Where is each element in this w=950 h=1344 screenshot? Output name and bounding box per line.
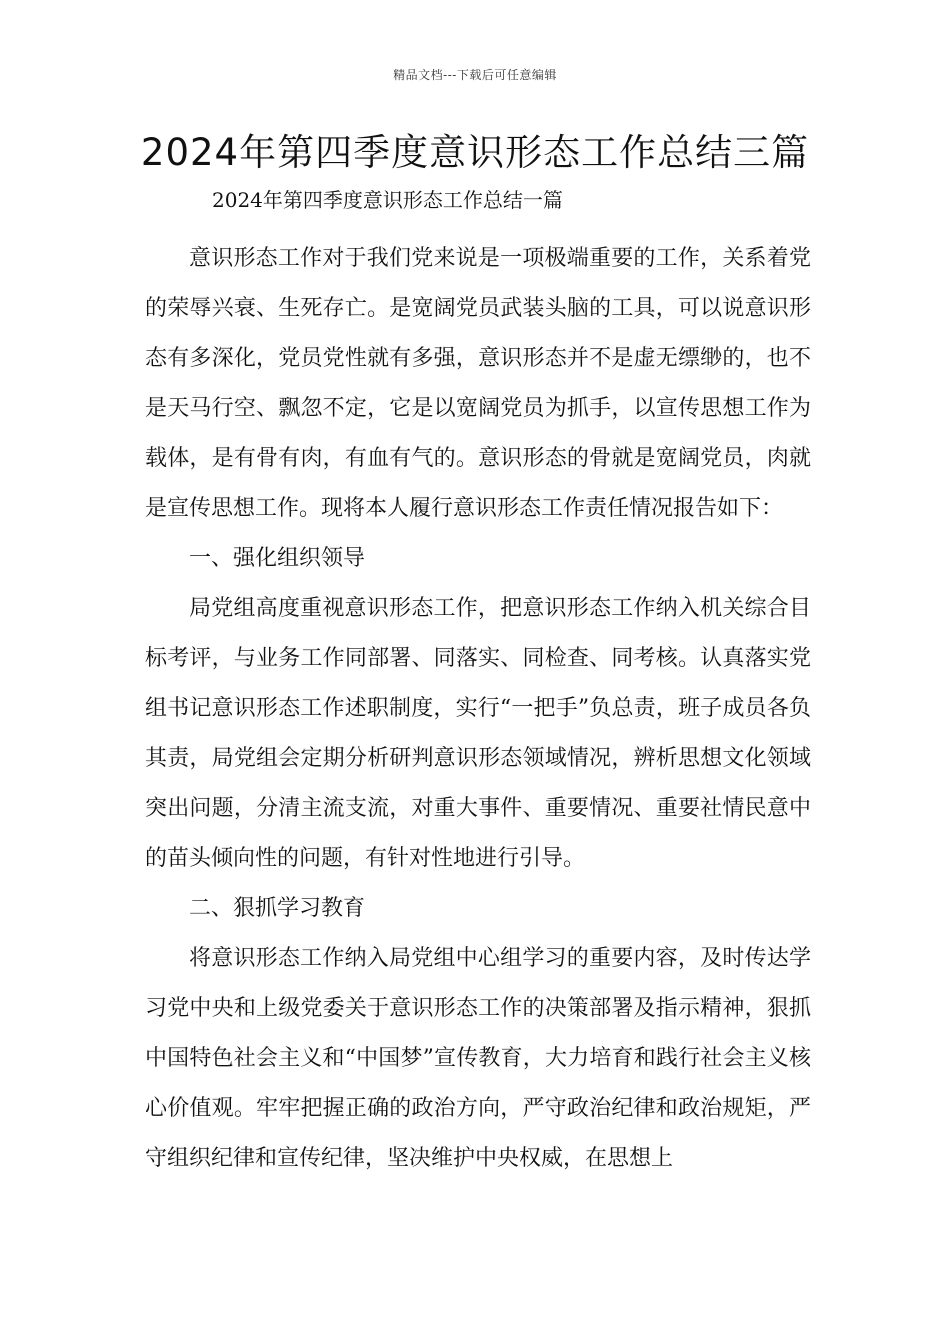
header-note: 精品文档---下载后可任意编辑 <box>393 68 557 82</box>
document-subtitle: 2024年第四季度意识形态工作总结一篇 <box>212 188 563 212</box>
section-heading-2: 二、狠抓学习教育 <box>189 896 366 921</box>
paragraph-intro: 意识形态工作对于我们党来说是一项极端重要的工作，关系着党的荣辱兴衰、生死存亡。是宽阔党员武装头脑的工具，可以说意识形态有多深化，党员党性就有多强，意识形态并不是虚无缥缈的，也不是天马行空、飘忽不定，它是以宽阔党员为抓手，以宣传思想工作为载体，是有骨有肉，有血有气的。意识形态的骨就是宽阔党员，肉就是宣传思想工作。现将本人履行意识形态工作责任情况报告如下： <box>145 246 811 521</box>
paragraph-section-2: 将意识形态工作纳入局党组中心组学习的重要内容，及时传达学习党中央和上级党委关于意识形态工作的决策部署及指示精神，狠抓中国特色社会主义和“中国梦”宣传教育，大力培育和践行社会主义核心价值观。牢牢把握正确的政治方向，严守政治纪律和政治规矩，严守组织纪律和宣传纪律，坚决维护中央权威，在思想上 <box>145 946 811 1171</box>
paragraph-section-1: 局党组高度重视意识形态工作，把意识形态工作纳入机关综合目标考评，与业务工作同部署、同落实、同检查、同考核。认真落实党组书记意识形态工作述职制度，实行“一把手”负总责，班子成员各负其责，局党组会定期分析研判意识形态领域情况，辨析思想文化领域突出问题，分清主流支流，对重大事件、重要情况、重要社情民意中的苗头倾向性的问题，有针对性地进行引导。 <box>145 596 811 871</box>
document-title: 2024年第四季度意识形态工作总结三篇 <box>140 131 810 174</box>
document-body <box>145 234 811 1184</box>
section-heading-1: 一、强化组织领导 <box>189 546 366 571</box>
